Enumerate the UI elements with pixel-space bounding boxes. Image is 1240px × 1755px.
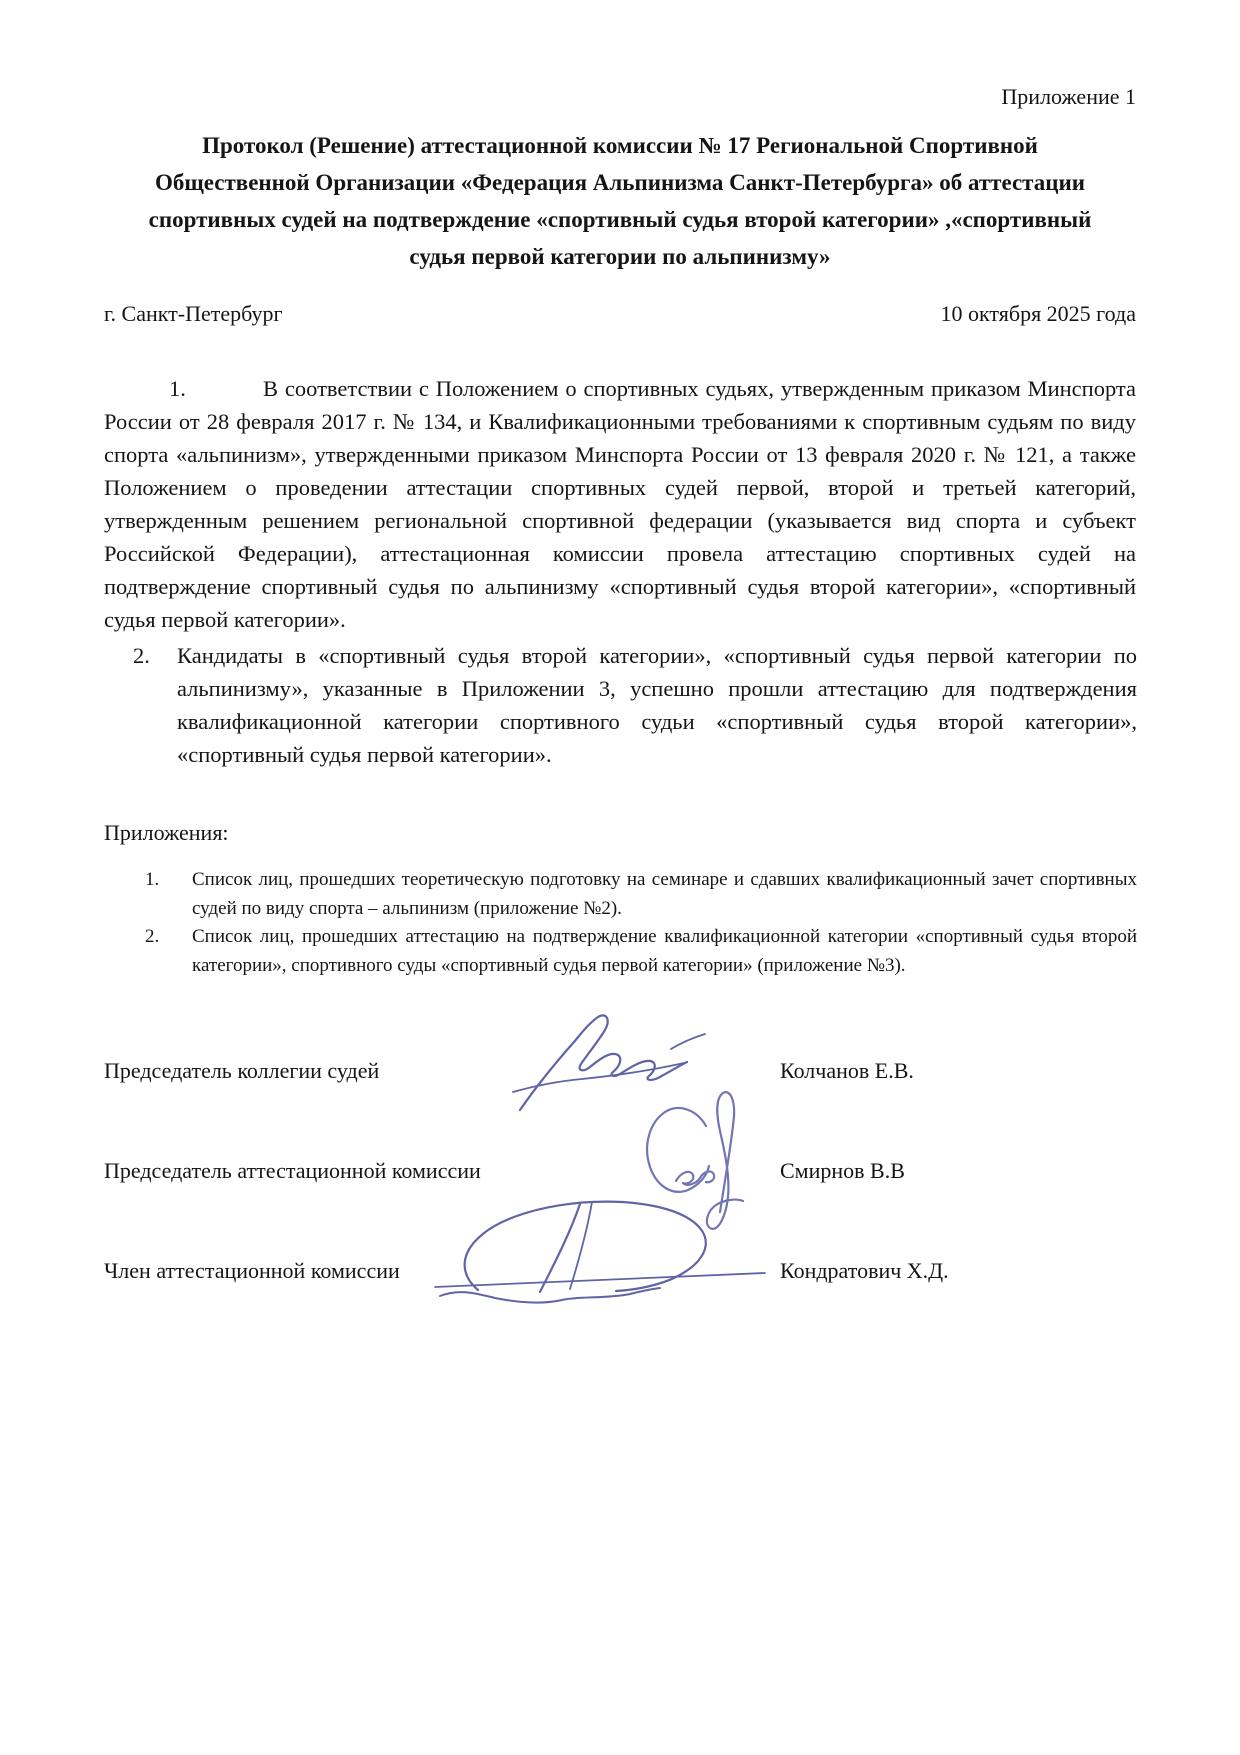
- appendix-item-1-number: 1.: [145, 869, 160, 890]
- annex-label: Приложение 1: [1001, 84, 1136, 109]
- title-line-1: Протокол (Решение) аттестационной комиссии № 17 Региональной Спортивной: [202, 133, 1038, 158]
- appendix-item-2: [145, 923, 1137, 980]
- paragraph-1-number: 1.: [169, 375, 186, 401]
- appendix-item-1-text: Список лиц, прошедших теоретическую подготовку на семинаре и сдавших квалификационный зачет спортивных судей по виду спорта – альпинизм (приложение №2).: [192, 869, 1137, 919]
- appendix-item-1: [145, 866, 1137, 923]
- paragraph-2-text: Кандидаты в «спортивный судья второй категории», «спортивный судья первой категории по альпинизму», указанные в Приложении 3, успешно прошли аттестацию для подтверждения квалификационной категории спортивного судьи «спортивный судья второй категории», «спортивный судья первой категории».: [177, 642, 1137, 767]
- signature-role-3: Член аттестационной комиссии: [104, 1258, 400, 1283]
- appendix-item-2-text: Список лиц, прошедших аттестацию на подтверждение квалификационной категории «спортивный судья второй категории», спортивного суды «спортивный судья первой категории» (приложение №3).: [192, 926, 1137, 976]
- dateline: [104, 301, 1136, 327]
- appendices-heading: Приложения:: [104, 820, 229, 845]
- paragraph-2-number: 2.: [133, 642, 150, 668]
- paragraph-2: [133, 639, 1137, 771]
- signature-role-1: Председатель коллегии судей: [104, 1058, 380, 1083]
- signature-role-2: Председатель аттестационной комиссии: [104, 1158, 481, 1183]
- appendix-list: [145, 866, 1137, 980]
- paragraph-1: [104, 372, 1136, 636]
- date-label: 10 октября 2025 года: [940, 301, 1136, 326]
- city-label: г. Санкт-Петербург: [104, 301, 283, 326]
- paragraph-1-text: В соответствии с Положением о спортивных судьях, утвержденным приказом Минспорта России от 28 февраля 2017 г. № 134, и Квалификационными требованиями к спортивным судьям по виду спорта «альпинизм», утвержденными приказом Минспорта России от 13 февраля 2020 г. № 121, а также Положением о проведении аттестации спортивных судей первой, второй и третьей категорий, утвержденным решением региональной спортивной федерации (указывается вид спорта и субъект Российской Федерации), аттестационная комиссии провела аттестацию спортивных судей на подтверждение спортивный судья по альпинизму «спортивный судья второй категории», «спортивный судья первой категории».: [104, 375, 1136, 632]
- signature-ink-kondratovich: [435, 1202, 765, 1303]
- signature-name-2: Смирнов В.В: [780, 1158, 905, 1183]
- signature-ink-smirnov: [647, 1092, 743, 1229]
- signature-ink-kolchanov: [513, 1015, 705, 1110]
- signature-name-3: Кондратович Х.Д.: [780, 1258, 949, 1283]
- title-line-2: Общественной Организации «Федерация Альпинизма Санкт-Петербурга» об аттестации: [154, 170, 1086, 195]
- appendix-item-2-number: 2.: [145, 926, 160, 947]
- document-title: [104, 127, 1136, 275]
- title-line-3: спортивных судей на подтверждение «спортивный судья второй категории» ,«спортивный: [148, 207, 1092, 232]
- title-line-4: судья первой категории по альпинизму»: [409, 244, 831, 269]
- signature-name-1: Колчанов Е.В.: [780, 1058, 914, 1083]
